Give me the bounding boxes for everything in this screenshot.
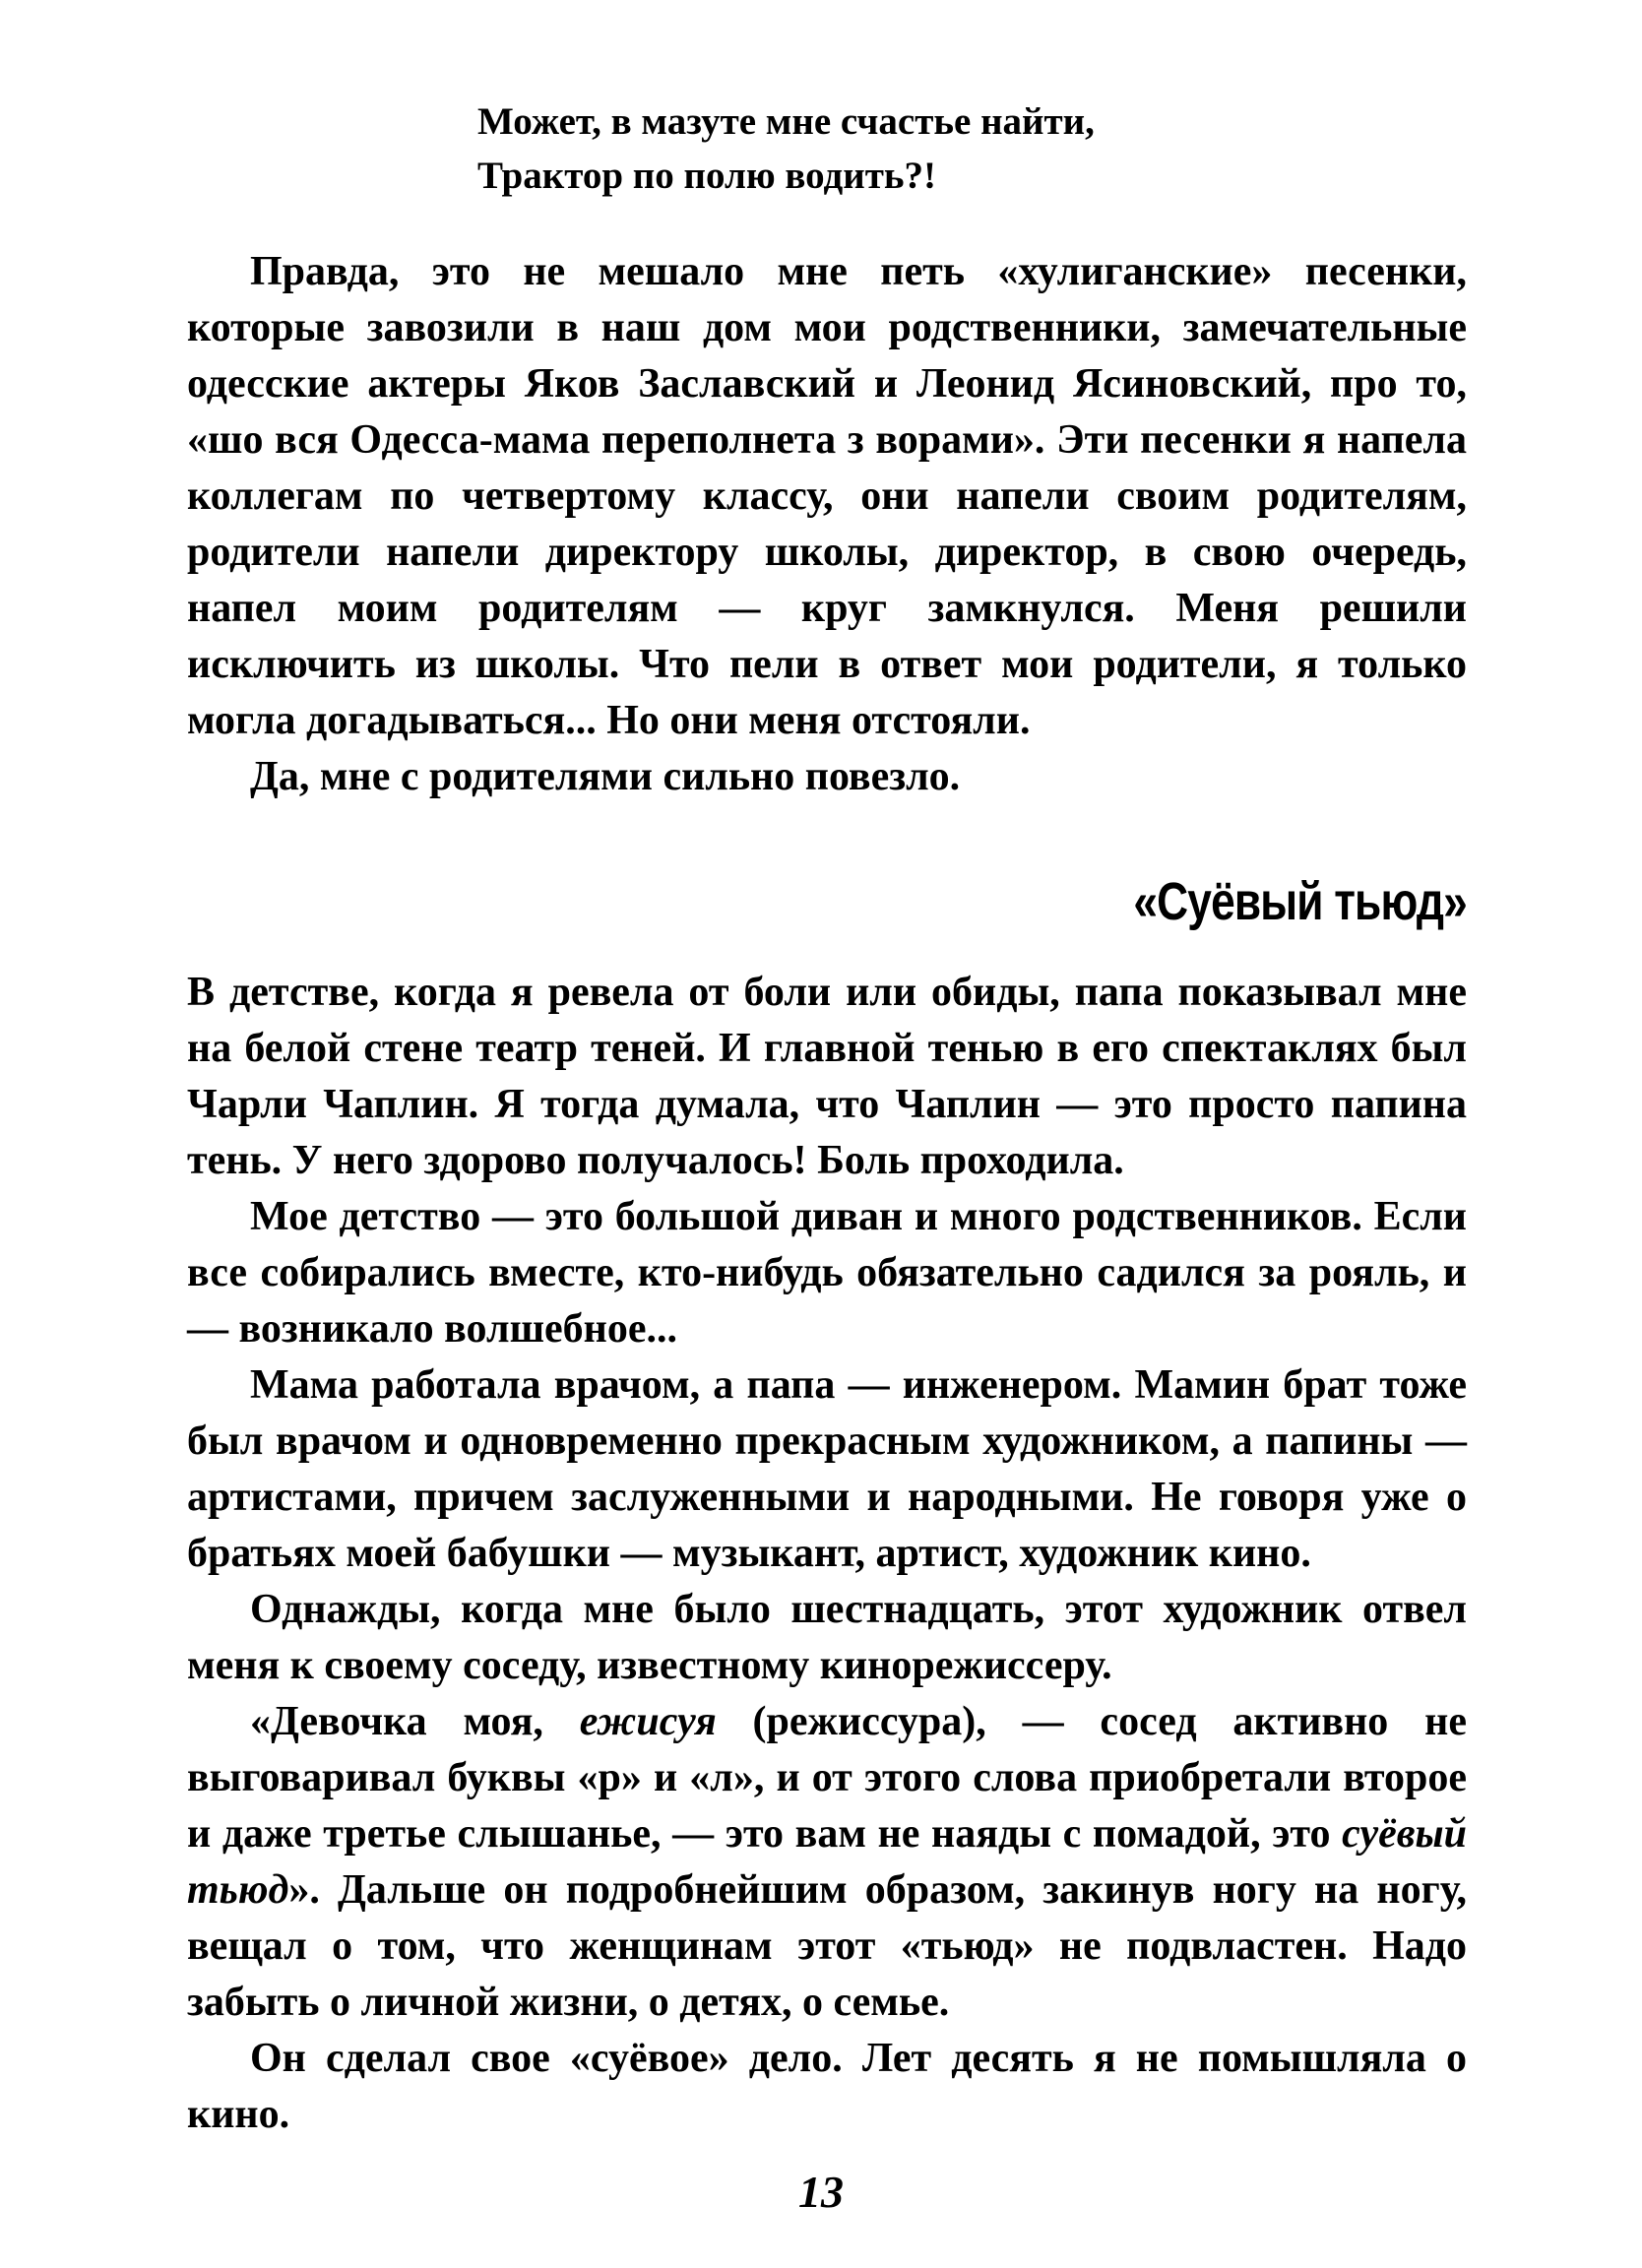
paragraph: Мама работала врачом, а папа — инженером. Мамин брат тоже был врачом и одновременно прекрасным художником, а папины — артистами, причем заслуженными и народными. Не говоря уже о братьях моей бабушки — музыкант, артист, художник кино.: [187, 1362, 1467, 1576]
verse: [477, 94, 1095, 203]
paragraph: Да, мне с родителями сильно повезло.: [250, 754, 961, 799]
paragraph: Он сделал свое «суёвое» дело. Лет десять я не помышляла о кино.: [187, 2036, 1467, 2137]
chapter-heading: «Суёвый тьюд»: [1133, 872, 1467, 931]
page-number: 13: [798, 2167, 844, 2217]
paragraph: [187, 1694, 1467, 2031]
italic-term: ежисуя: [579, 1699, 717, 1744]
verse-line-1: Может, в мазуте мне счастье найти,: [477, 100, 1095, 143]
italic-term: суёвый тьюд: [187, 1811, 1467, 1913]
section-2: [187, 965, 1467, 2143]
paragraph: Правда, это не мешало мне петь «хулиганские» песенки, которые завозили в наш дом мои родственники, замечательные одесские актеры Яков Заславский и Леонид Ясиновский, про то, «шо вся Одесса-мама переполнета з ворами». Эти песенки я напела коллегам по четвертому классу, они напели своим родителям, родители напели директору школы, директор, в свою очередь, напел моим родителям — круг замкнулся. Меня решили исключить из школы. Что пели в ответ мои родители, я только могла догадываться... Но они меня отстояли.: [187, 249, 1467, 743]
text-run: ». Дальше он подробнейшим образом, закинув ногу на ногу, вещал о том, что женщинам этот «тьюд» не подвластен. Надо забыть о личной жизни, о детях, о семье.: [187, 1867, 1467, 2025]
paragraph: В детстве, когда я ревела от боли или обиды, папа показывал мне на белой стене театр теней. И главной тенью в его спектаклях был Чарли Чаплин. Я тогда думала, что Чаплин — это просто папина тень. У него здорово получалось! Боль проходила.: [187, 970, 1467, 1183]
verse-line-2: Трактор по полю водить?!: [477, 155, 937, 197]
section-1: [187, 244, 1467, 805]
paragraph: Однажды, когда мне было шестнадцать, этот художник отвел меня к своему соседу, известному кинорежиссеру.: [187, 1587, 1467, 1688]
text-run: «Девочка моя,: [250, 1699, 580, 1744]
text-run: (режиссура), — сосед активно не выговаривал буквы «р» и «л», и от этого слова приобретали второе и даже третье слышанье, — это вам не наяды с помадой, это: [187, 1699, 1467, 1857]
paragraph: Мое детство — это большой диван и много родственников. Если все собирались вместе, кто-нибудь обязательно садился за рояль, и — возникало волшебное...: [187, 1194, 1467, 1352]
